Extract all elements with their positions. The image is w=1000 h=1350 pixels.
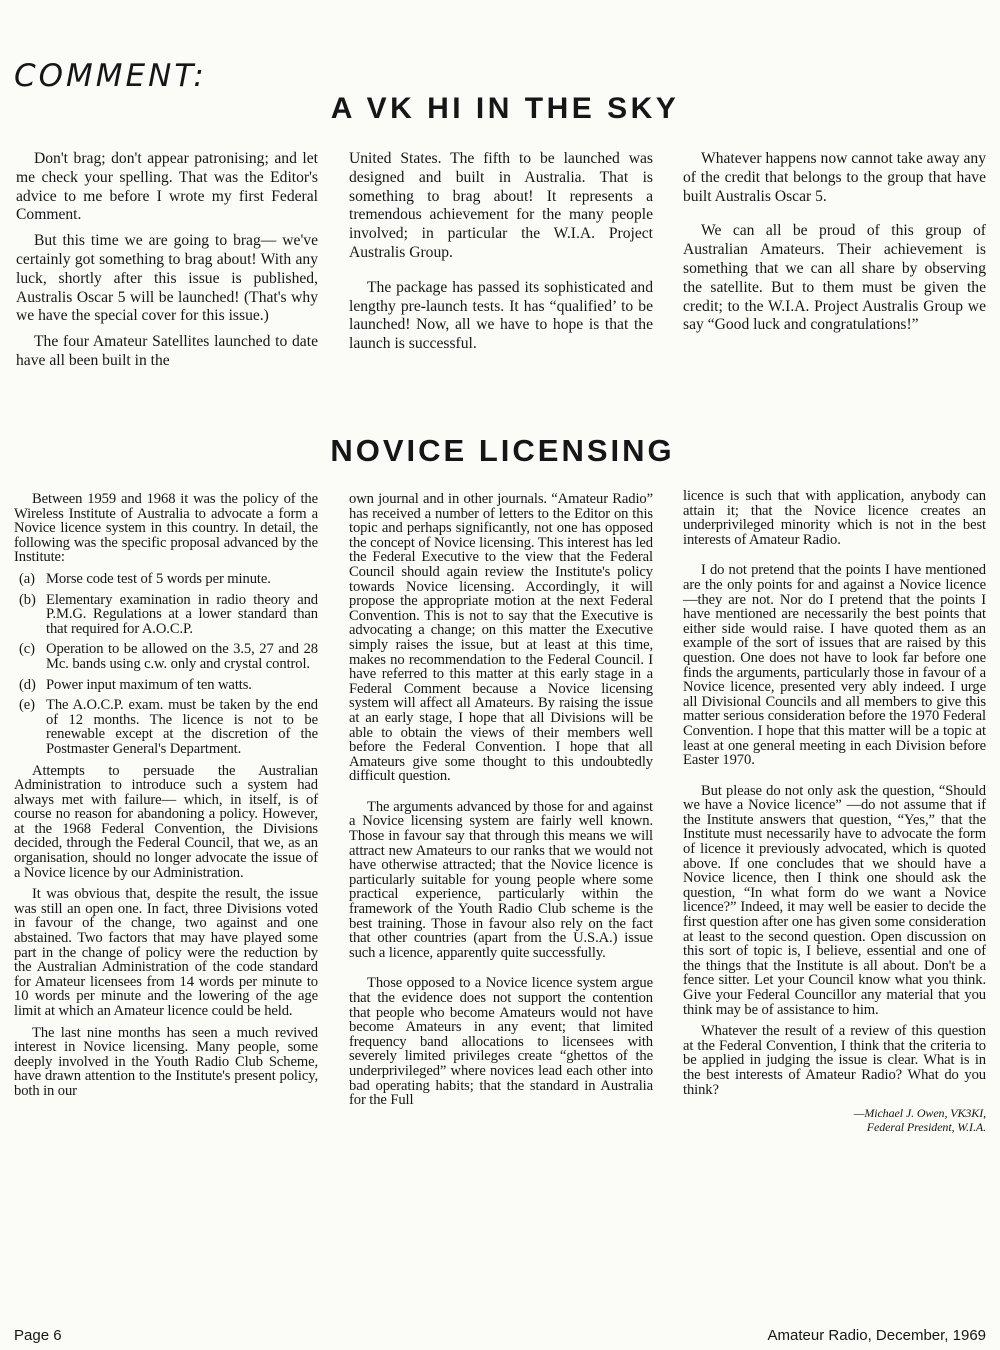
list-label: (c) xyxy=(19,641,35,658)
paragraph: United States. The fifth to be launched was designed and built in Australia. That is something to brag about! It represents a tremendous achievement for the many people involved; in particular the W.I.A. Project Australis Group. xyxy=(349,150,653,261)
signature-title: Federal President, W.I.A. xyxy=(866,1120,986,1135)
list-text: Operation to be allowed on the 3.5, 27 and 28 Mc. bands using c.w. only and crystal control. xyxy=(46,641,318,672)
list-item xyxy=(14,572,318,587)
headline-vk-hi: A VK HI IN THE SKY xyxy=(330,92,680,125)
list-label: (b) xyxy=(19,591,36,608)
paragraph: The package has passed its sophisticated and lengthy pre-launch tests. It has “qualified’ to be launched! Now, all we have to hope is that the launch is successful. xyxy=(349,278,653,353)
paragraph: Those opposed to a Novice licence system argue that the evidence does not support the contention that people who become Amateurs would not have become Amateurs in any event; that limited frequency band allocations to licensees with severely limited privileges create “ghettos of the underprivileged” where novices lead each other into bad operating habits; that the standard in Australia for the Full xyxy=(349,975,653,1109)
paragraph: We can all be proud of this group of Australian Amateurs. Their achievement is something that we can all share by observing the satellite. But to them must be given the credit; to the W.I.A. Project Australis Group we say “Good luck and congratulations!” xyxy=(683,222,986,334)
list-text: The A.O.C.P. exam. must be taken by the end of 12 months. The licence is not to be renewable except at the discretion of the Postmaster General's Department. xyxy=(46,697,318,757)
list-item xyxy=(14,642,318,671)
paragraph: It was obvious that, despite the result, the issue was still an open one. In fact, three Divisions voted in favour of the change, two against and one abstained. Two factors that may have played some part in the change of policy were the reduction by the Australian Administration of the code standard for Amateur licensees from 14 words per minute to 10 words per minute and the lowering of the age limit at which an Amateur licence could be held. xyxy=(14,886,318,1019)
paragraph: But please do not only ask the question, “Should we have a Novice licence” —do not assume that if the Institute answers that question, “Yes,” that the Institute must necessarily have to advocate the form of licence it previously advocated, which is quoted above. If one concludes that we should have a Novice licence, then I think one should ask the question, “In what form do we want a Novice licence?” Indeed, it may well be easier to decide the first question after one has given some consideration at least to the second question. Open discussion on this sort of topic is, I believe, essential and one of the things that the Institute is all about. Don't be a fence sitter. Let your Council know what you think. Give your Federal Councillor any material that you think may be of assistance to him. xyxy=(683,782,986,1018)
list-item xyxy=(14,593,318,637)
list-label: (d) xyxy=(19,676,36,693)
paragraph: Between 1959 and 1968 it was the policy of the Wireless Institute of Australia to advocate a form a Novice licence system in this country. In detail, the following was the specific proposal advanced by the Institute: xyxy=(14,491,318,566)
list-label: (a) xyxy=(19,570,35,587)
signature xyxy=(683,1107,986,1133)
paragraph: The last nine months has seen a much revived interest in Novice licensing. Many people, some deeply involved in the Youth Radio Club Scheme, have drawn attention to the Institute's present policy, both in our xyxy=(14,1024,318,1099)
paragraph: own journal and in other journals. “Amateur Radio” has received a number of letters to the Editor on this topic and perhaps significantly, not one has opposed the concept of Novice licensing. This interest has led the Federal Executive to the view that the Federal Council should again review the Institute's policy towards Novice licensing. Accordingly, it will propose the appropriate motion at the next Federal Convention. This is not to say that the Executive is advocating a change; on this matter the Executive simply raises the issue, but at least at this time, makes no recommendation to the Federal Council. I have referred to this matter at this early stage in a Federal Comment because a Novice licensing system will affect all Amateurs. By raising the issue at an early stage, I hope that all Divisions will be able to obtain the views of their members well before the Federal Convention. I hope that all Amateurs give some thought to this undoubtedly difficult question. xyxy=(349,491,653,785)
list-item xyxy=(14,698,318,756)
paragraph: The arguments advanced by those for and against a Novice licensing system are fairly well known. Those in favour say that through this means we will attract new Amateurs to our ranks that we would not have otherwise attracted; that the Novice licence is particularly suitable for young people where some practical experience, particularly within the framework of the Youth Radio Club scheme is the best training. Those in favour also rely on the fact that other countries (apart from the U.S.A.) issue such a licence, apparently quite successfully. xyxy=(349,798,653,961)
proposal-list xyxy=(14,572,318,757)
paragraph: But this time we are going to brag— we've certainly got something to brag about! With any luck, shortly after this issue is published, Australis Oscar 5 will be launched! (That's why we have the special cover for this issue.) xyxy=(16,232,318,325)
novice-column-2 xyxy=(349,492,653,1108)
paragraph: licence is such that with application, anybody can attain it; that the Novice licence creates an underprivileged minority which is not in the best interests of Amateur Radio. xyxy=(683,488,986,548)
list-text: Morse code test of 5 words per minute. xyxy=(46,570,271,587)
paragraph: I do not pretend that the points I have mentioned are the only points for and against a Novice licence—they are not. Nor do I pretend that the points I have mentioned are necessarily the best points that either side would raise. I have quoted them as an example of the sort of issues that are raised by this question. One does not have to look far before one finds the arguments, particularly those in favour of a Novice licence, presented very ably indeed. I urge all Divisional Councils and all members to give this matter serious consideration before the 1970 Federal Convention. I hope that this matter will be a topic at least at one general meeting in each Division before Easter 1970. xyxy=(683,562,986,769)
page-number: Page 6 xyxy=(14,1327,62,1344)
list-item xyxy=(14,678,318,693)
comment-column-3 xyxy=(683,150,986,335)
paragraph: Don't brag; don't appear patronising; and let me check your spelling. That was the Editor's advice to me before I wrote my first Federal Comment. xyxy=(16,150,318,224)
paragraph: Attempts to persuade the Australian Administration to introduce such a system had always met with failure— which, in itself, is of course no reason for abandoning a policy. However, at the 1968 Federal Convention, the Divisions decided, through the Federal Council, that we, as an organisation, should no longer advocate the issue of a Novice licence by our Administration. xyxy=(14,762,318,881)
list-label: (e) xyxy=(19,697,35,714)
list-text: Power input maximum of ten watts. xyxy=(46,676,252,693)
comment-kicker: COMMENT: xyxy=(14,58,207,94)
comment-column-2 xyxy=(349,150,653,354)
paragraph: The four Amateur Satellites launched to date have all been built in the xyxy=(16,333,318,369)
comment-column-1 xyxy=(16,150,318,371)
signature-name: —Michael J. Owen, VK3KI, xyxy=(853,1106,986,1121)
headline-novice-licensing: NOVICE LICENSING xyxy=(330,433,675,468)
publication-footer: Amateur Radio, December, 1969 xyxy=(767,1327,986,1344)
paragraph: Whatever happens now cannot take away any of the credit that belongs to the group that have built Australis Oscar 5. xyxy=(683,150,986,205)
novice-column-3 xyxy=(683,489,986,1133)
list-text: Elementary examination in radio theory and P.M.G. Regulations at a lower standard than that required for A.O.C.P. xyxy=(46,591,318,637)
novice-column-1 xyxy=(14,492,318,1099)
paragraph: Whatever the result of a review of this question at the Federal Convention, I think that the criteria to be applied in judging the issue is clear. What is in the best interests of Amateur Radio? What do you think? xyxy=(683,1023,986,1098)
